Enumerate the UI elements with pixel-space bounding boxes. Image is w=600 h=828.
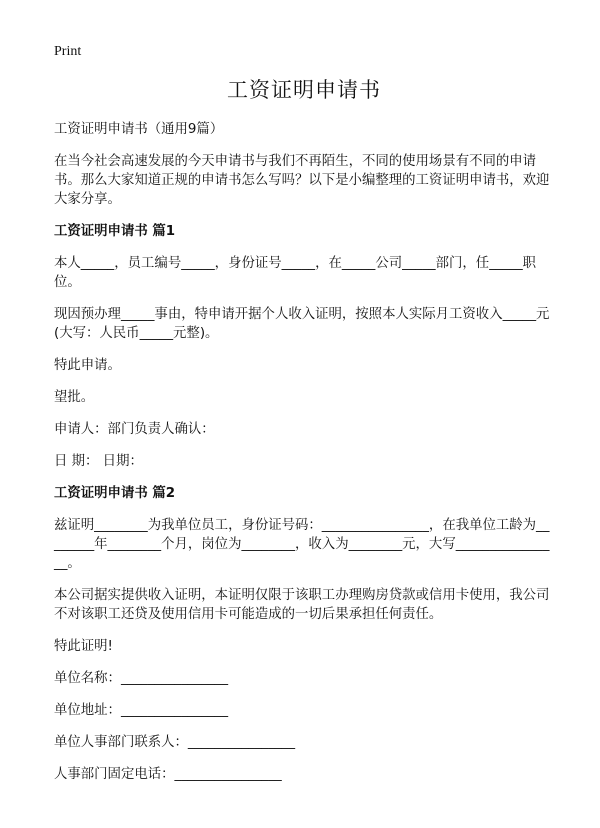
paragraph: 兹证明________为我单位员工，身份证号码：________________，在我单位工龄为________年________个月，岗位为________，收入为________元，大写________________。	[54, 518, 550, 571]
section-heading-1: 工资证明申请书 篇1	[54, 224, 176, 239]
paragraph: 单位地址：________________	[54, 703, 229, 718]
paragraph: 现因预办理_____事由，特申请开据个人收入证明，按照本人实际月工资收入_____元(大写：人民币_____元整)。	[54, 307, 550, 341]
paragraph: 本人_____，员工编号_____，身份证号_____，在_____公司_____部门，任_____职位。	[54, 256, 537, 290]
paragraph: 日 期： 日期：	[54, 454, 143, 469]
paragraph: 望批。	[54, 390, 95, 405]
paragraph: 人事部门固定电话：________________	[54, 767, 282, 782]
intro-paragraph: 在当今社会高速发展的今天申请书与我们不再陌生，不同的使用场景有不同的申请书。那么大家知道正规的申请书怎么写吗？以下是小编整理的工资证明申请书，欢迎大家分享。	[54, 154, 550, 207]
page-title: 工资证明申请书	[227, 78, 381, 102]
paragraph: 特此申请。	[54, 358, 121, 373]
paragraph: 特此证明!	[54, 639, 113, 654]
paragraph: 申请人：部门负责人确认：	[54, 422, 215, 437]
paragraph: 单位人事部门联系人：________________	[54, 735, 296, 750]
subtitle: 工资证明申请书（通用9篇）	[54, 122, 224, 137]
section-heading-2: 工资证明申请书 篇2	[54, 486, 176, 501]
document-page	[54, 44, 554, 797]
paragraph: 本公司据实提供收入证明，本证明仅限于该职工办理购房贷款或信用卡使用，我公司不对该职工还贷及使用信用卡可能造成的一切后果承担任何责任。	[54, 588, 550, 622]
paragraph: 单位名称：________________	[54, 671, 229, 686]
print-link[interactable]: Print	[54, 44, 82, 59]
